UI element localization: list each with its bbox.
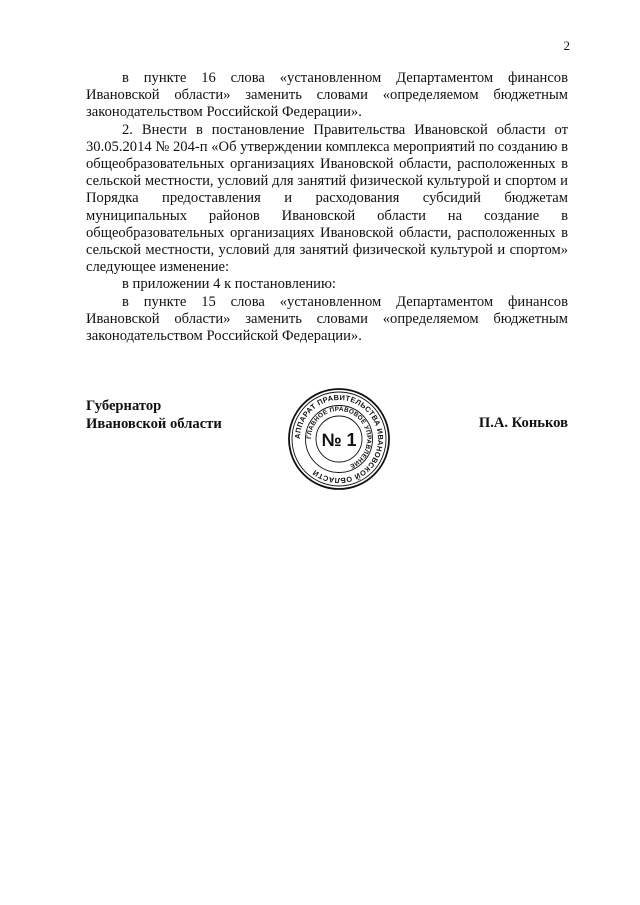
paragraph: в пункте 15 слова «установленном Департаментом финансов Ивановской области» заменить словами «определяемом бюджетным законодательством Российской Федерации». xyxy=(86,293,568,345)
paragraph: в приложении 4 к постановлению: xyxy=(122,276,336,293)
page-number: 2 xyxy=(563,38,570,53)
seal-inner-ring-text: ГЛАВНОЕ ПРАВОВОЕ УПРАВЛЕНИЕ xyxy=(305,405,373,470)
paragraph: в пункте 16 слова «установленном Департаментом финансов Ивановской области» заменить словами «определяемом бюджетным законодательством Российской Федерации». xyxy=(86,70,568,121)
document-body xyxy=(86,70,568,345)
signatory-title-line-2: Ивановской области xyxy=(86,415,222,432)
paragraph: 2. Внести в постановление Правительства Ивановской области от 30.05.2014 № 204-п «Об утверждении комплекса мероприятий по созданию в общеобразовательных организациях Ивановской области, расположенных в сельской местности, условий для занятий физической культурой и спортом и Порядка предоставления и расходования субсидий бюджетам муниципальных районов Ивановской области на создание в общеобразовательных организациях Ивановской области, расположенных в сельской местности, условий для занятий физической культурой и спортом» следующее изменение: xyxy=(86,121,568,276)
signatory-name: П.А. Коньков xyxy=(478,415,568,431)
signatory-title-line-1: Губернатор xyxy=(86,398,162,414)
seal-ring-text: АППАРАТ ПРАВИТЕЛЬСТВА ИВАНОВСКОЙ ОБЛАСТИ xyxy=(292,392,386,486)
signatory-title xyxy=(86,398,222,433)
seal-number: № 1 xyxy=(321,430,357,450)
official-seal-stamp xyxy=(286,386,392,492)
